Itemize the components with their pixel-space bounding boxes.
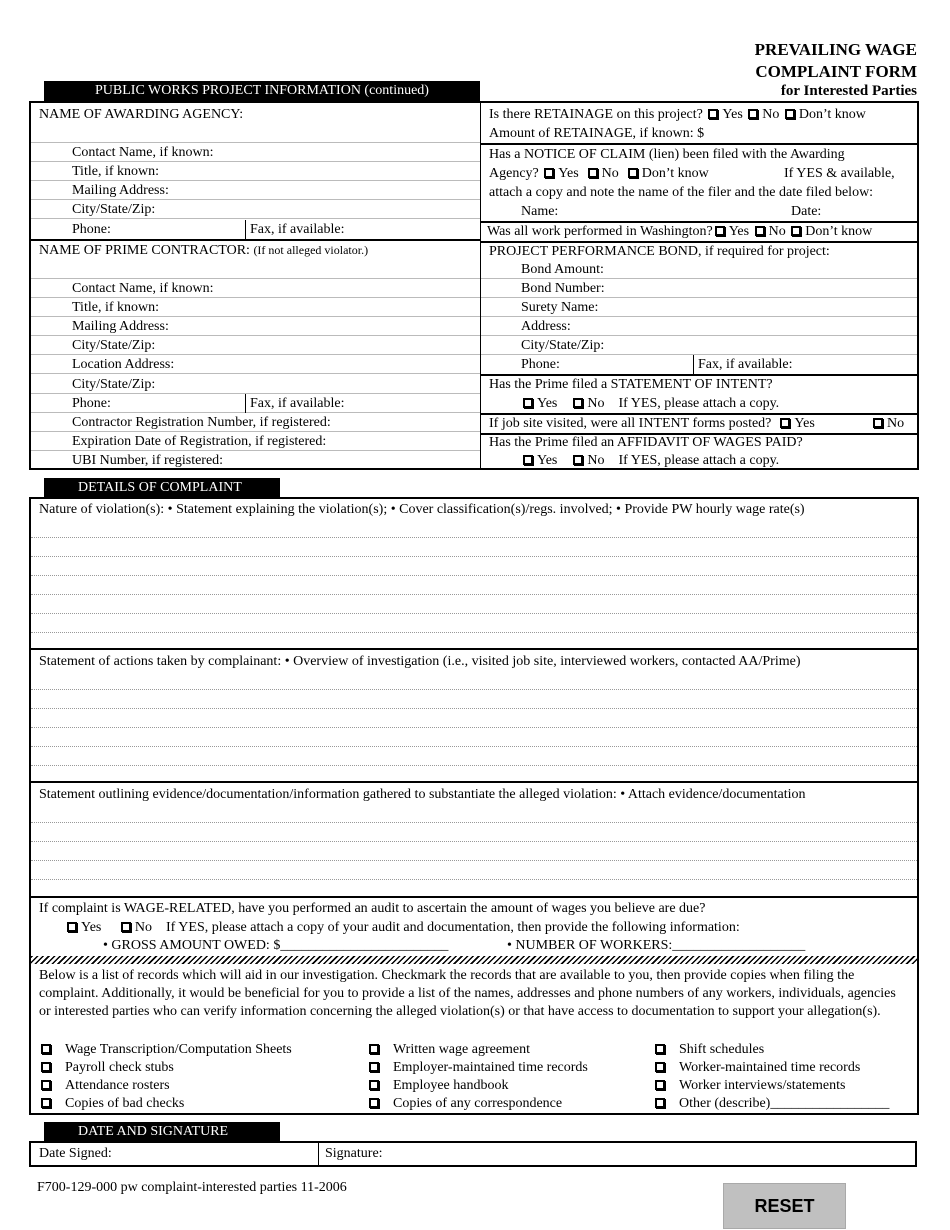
wa-no-checkbox[interactable] <box>755 226 765 236</box>
prime-heading-note: (If not alleged violator.) <box>253 243 369 257</box>
dont-know-label: Don’t know <box>805 224 873 239</box>
record-label: Written wage agreement <box>393 1042 531 1057</box>
record-checkbox[interactable] <box>369 1044 379 1054</box>
prime-ubi-field[interactable] <box>31 451 480 470</box>
prime-phone-label: Phone: <box>72 396 111 411</box>
bond-number-field[interactable] <box>481 279 917 298</box>
record-checkbox[interactable] <box>41 1098 51 1108</box>
posted-yes-checkbox[interactable] <box>780 418 790 428</box>
nature-textarea[interactable] <box>31 519 917 647</box>
prime-mailing-field[interactable] <box>31 317 480 336</box>
form-title-line1: PREVAILING WAGE <box>754 40 917 59</box>
date-signed-field[interactable] <box>31 1144 318 1163</box>
washington-question: Was all work performed in Washington? <box>487 224 713 239</box>
prime-reg-number-field[interactable] <box>31 413 480 432</box>
intent-answer-row <box>481 394 917 415</box>
wage-amounts-row <box>31 936 917 955</box>
awarding-mailing-label: Mailing Address: <box>72 183 169 198</box>
prime-contact-field[interactable] <box>31 279 480 298</box>
affidavit-no-checkbox[interactable] <box>573 455 583 465</box>
evidence-label: Statement outlining evidence/documentation/information gathered to substantiate the alleged violation: • Attach evidence/documentation <box>39 787 806 802</box>
form-subtitle: for Interested Parties <box>780 83 917 99</box>
no-label: No <box>587 453 605 468</box>
prime-location-field[interactable] <box>31 355 480 374</box>
record-label: Employee handbook <box>393 1078 509 1093</box>
prime-reg-exp-field[interactable] <box>31 432 480 451</box>
intent-attach-note: If YES, please attach a copy. <box>618 396 780 411</box>
bond-question: PROJECT PERFORMANCE BOND, if required for project: <box>489 244 830 259</box>
surety-phone-row[interactable] <box>481 355 917 376</box>
dont-know-label: Don’t know <box>641 166 709 181</box>
no-label: No <box>587 396 605 411</box>
affidavit-attach-note: If YES, please attach a copy. <box>618 453 780 468</box>
form-footer-code: F700-129-000 pw complaint-interested parties 11-2006 <box>37 1180 347 1195</box>
posted-question: If job site visited, were all INTENT forms posted? <box>489 416 772 431</box>
record-item <box>39 1096 184 1112</box>
bond-number-label: Bond Number: <box>521 281 605 296</box>
wa-dontknow-checkbox[interactable] <box>791 226 801 236</box>
no-label: No <box>601 166 619 181</box>
record-item <box>39 1042 292 1058</box>
awarding-title-field[interactable] <box>31 162 480 181</box>
record-label: Attendance rosters <box>65 1078 170 1093</box>
affidavit-question: Has the Prime filed an AFFIDAVIT OF WAGES PAID? <box>489 435 803 450</box>
signature-field[interactable] <box>319 1144 915 1163</box>
surety-city-field[interactable] <box>481 336 917 355</box>
nature-label: Nature of violation(s): • Statement explaining the violation(s); • Cover classification(s)/regs. involved; • Provide PW hourly wage rate(s) <box>39 502 805 517</box>
record-item <box>39 1078 170 1094</box>
bond-amount-label: Bond Amount: <box>521 262 604 277</box>
wage-yes-checkbox[interactable] <box>67 922 77 932</box>
bond-amount-field[interactable] <box>481 260 917 279</box>
record-item <box>653 1078 845 1094</box>
awarding-agency-heading: NAME OF AWARDING AGENCY: <box>39 107 244 122</box>
section-header-signature: DATE AND SIGNATURE <box>44 1122 280 1142</box>
yes-label: Yes <box>537 396 558 411</box>
notice-yes-checkbox[interactable] <box>544 168 554 178</box>
retainage-no-checkbox[interactable] <box>748 109 758 119</box>
evidence-textarea[interactable] <box>31 804 917 894</box>
prime-fax-label[interactable]: Fax, if available: <box>245 394 344 413</box>
notice-name-label: Name: <box>521 204 559 219</box>
awarding-city-label: City/State/Zip: <box>72 202 156 217</box>
prime-location-label: Location Address: <box>72 357 175 372</box>
surety-fax-label[interactable]: Fax, if available: <box>693 355 792 374</box>
wage-question: If complaint is WAGE-RELATED, have you performed an audit to ascertain the amount of wages you believe are due? <box>39 901 706 916</box>
wage-no-checkbox[interactable] <box>121 922 131 932</box>
prime-phone-row[interactable] <box>31 394 480 413</box>
awarding-contact-field[interactable] <box>31 143 480 162</box>
affidavit-yes-checkbox[interactable] <box>523 455 533 465</box>
posted-no-checkbox[interactable] <box>873 418 883 428</box>
posted-row <box>481 414 917 435</box>
awarding-phone-row[interactable] <box>31 220 480 241</box>
record-label: Payroll check stubs <box>65 1060 174 1075</box>
intent-no-checkbox[interactable] <box>573 398 583 408</box>
prime-heading: NAME OF PRIME CONTRACTOR: <box>39 243 250 258</box>
records-paragraph: Below is a list of records which will aid in our investigation. Checkmark the records that are available to you, then provide copies when filing the complaint. Additionally, it would be beneficial for you to provide a list of the names, addresses and phone numbers of any workers, individuals, agencies or interested parties who can verify information concerning the alleged violation(s) or that have access to documentation to support your allegation(s). <box>39 968 896 1019</box>
awarding-title-label: Title, if known: <box>72 164 159 179</box>
pw-info-box <box>29 101 919 470</box>
record-item <box>39 1060 174 1076</box>
record-item <box>653 1096 889 1112</box>
notice-dontknow-checkbox[interactable] <box>628 168 638 178</box>
wage-if-yes: If YES, please attach a copy of your audit and documentation, then provide the following information: <box>166 920 740 935</box>
record-label: Other (describe)_________________ <box>679 1096 890 1111</box>
notice-row-2 <box>481 164 917 183</box>
no-label: No <box>762 107 780 122</box>
record-checkbox[interactable] <box>369 1098 379 1108</box>
surety-address-label: Address: <box>521 319 571 334</box>
retainage-amount-label: Amount of RETAINAGE, if known: $ <box>489 126 705 141</box>
section-header-pw-info: PUBLIC WORKS PROJECT INFORMATION (continued) <box>44 81 480 101</box>
record-label: Wage Transcription/Computation Sheets <box>65 1042 292 1057</box>
right-column <box>481 103 917 468</box>
surety-phone-label: Phone: <box>521 357 560 372</box>
record-item <box>653 1060 860 1076</box>
yes-label: Yes <box>558 166 579 181</box>
notice-question-1: Has a NOTICE OF CLAIM (lien) been filed with the Awarding <box>489 147 845 162</box>
prime-city2-field[interactable] <box>31 375 480 394</box>
record-checkbox[interactable] <box>41 1080 51 1090</box>
gross-amount-field[interactable]: • GROSS AMOUNT OWED: $________________________ <box>103 938 449 953</box>
record-label: Employer-maintained time records <box>393 1060 588 1075</box>
no-label: No <box>887 416 905 431</box>
record-checkbox[interactable] <box>369 1062 379 1072</box>
left-column <box>31 103 480 468</box>
prime-reg-number-label: Contractor Registration Number, if registered: <box>72 415 331 430</box>
signature-box <box>29 1141 917 1167</box>
awarding-contact-label: Contact Name, if known: <box>72 145 214 160</box>
prime-contact-label: Contact Name, if known: <box>72 281 214 296</box>
prime-ubi-label: UBI Number, if registered: <box>72 453 224 468</box>
notice-no-checkbox[interactable] <box>588 168 598 178</box>
prime-reg-exp-label: Expiration Date of Registration, if registered: <box>72 434 327 449</box>
section-header-details: DETAILS OF COMPLAINT <box>44 478 280 498</box>
notice-question-2: attach a copy and note the name of the filer and the date filed below: <box>489 185 874 200</box>
record-item <box>367 1078 508 1094</box>
notice-date-label[interactable]: Date: <box>791 204 822 219</box>
awarding-city-field[interactable] <box>31 200 480 219</box>
actions-textarea[interactable] <box>31 671 917 779</box>
prime-heading-row <box>31 241 480 260</box>
record-checkbox[interactable] <box>655 1080 665 1090</box>
records-checklist <box>31 1042 917 1114</box>
record-label: Worker interviews/statements <box>679 1078 846 1093</box>
retainage-question: Is there RETAINAGE on this project? <box>489 107 703 122</box>
retainage-row <box>481 105 917 124</box>
notice-if-yes: If YES & available, <box>784 166 895 181</box>
record-label: Worker-maintained time records <box>679 1060 861 1075</box>
awarding-mailing-field[interactable] <box>31 181 480 200</box>
record-item <box>367 1042 530 1058</box>
prime-contractor-field[interactable] <box>31 260 480 279</box>
surety-address-field[interactable] <box>481 317 917 336</box>
awarding-agency-field[interactable] <box>31 124 480 143</box>
notice-name-field[interactable] <box>481 202 917 223</box>
date-signed-label: Date Signed: <box>39 1146 112 1161</box>
record-item <box>367 1096 562 1112</box>
signature-label: Signature: <box>325 1146 383 1161</box>
affidavit-answer-row <box>481 451 917 470</box>
awarding-fax-label[interactable]: Fax, if available: <box>245 220 344 239</box>
yes-label: Yes <box>537 453 558 468</box>
intent-question: Has the Prime filed a STATEMENT OF INTENT? <box>489 377 773 392</box>
actions-label: Statement of actions taken by complainant: • Overview of investigation (i.e., visited job site, interviewed workers, contacted AA/Prime) <box>39 654 801 669</box>
record-checkbox[interactable] <box>41 1062 51 1072</box>
record-checkbox[interactable] <box>655 1044 665 1054</box>
record-checkbox[interactable] <box>655 1098 665 1108</box>
no-label: No <box>768 224 786 239</box>
prime-city-field[interactable] <box>31 336 480 355</box>
intent-yes-checkbox[interactable] <box>523 398 533 408</box>
record-checkbox[interactable] <box>41 1044 51 1054</box>
prime-title-label: Title, if known: <box>72 300 159 315</box>
prime-city-label: City/State/Zip: <box>72 338 156 353</box>
record-checkbox[interactable] <box>655 1062 665 1072</box>
no-label: No <box>134 920 152 935</box>
record-checkbox[interactable] <box>369 1080 379 1090</box>
prime-title-field[interactable] <box>31 298 480 317</box>
prime-city2-label: City/State/Zip: <box>72 377 156 392</box>
surety-city-label: City/State/Zip: <box>521 338 605 353</box>
yes-label: Yes <box>794 416 815 431</box>
number-of-workers-field[interactable]: • NUMBER OF WORKERS:___________________ <box>507 938 806 953</box>
surety-field[interactable] <box>481 298 917 317</box>
record-label: Copies of any correspondence <box>393 1096 563 1111</box>
record-item <box>653 1042 764 1058</box>
notice-agency: Agency? <box>489 166 539 181</box>
retainage-amount-field[interactable] <box>481 124 917 145</box>
awarding-phone-label: Phone: <box>72 222 111 237</box>
form-title-line2: COMPLAINT FORM <box>755 62 917 81</box>
record-item <box>367 1060 588 1076</box>
wa-yes-checkbox[interactable] <box>715 226 725 236</box>
details-box <box>29 497 919 1115</box>
yes-label: Yes <box>722 107 743 122</box>
wage-answer-row <box>31 918 917 937</box>
yes-label: Yes <box>728 224 750 239</box>
retainage-dontknow-checkbox[interactable] <box>785 109 795 119</box>
retainage-yes-checkbox[interactable] <box>708 109 718 119</box>
reset-button[interactable]: RESET <box>723 1183 846 1229</box>
dont-know-label: Don’t know <box>798 107 866 122</box>
record-label: Shift schedules <box>679 1042 765 1057</box>
washington-row <box>481 222 917 243</box>
surety-label: Surety Name: <box>521 300 599 315</box>
record-label: Copies of bad checks <box>65 1096 185 1111</box>
prime-mailing-label: Mailing Address: <box>72 319 169 334</box>
yes-label: Yes <box>81 920 102 935</box>
